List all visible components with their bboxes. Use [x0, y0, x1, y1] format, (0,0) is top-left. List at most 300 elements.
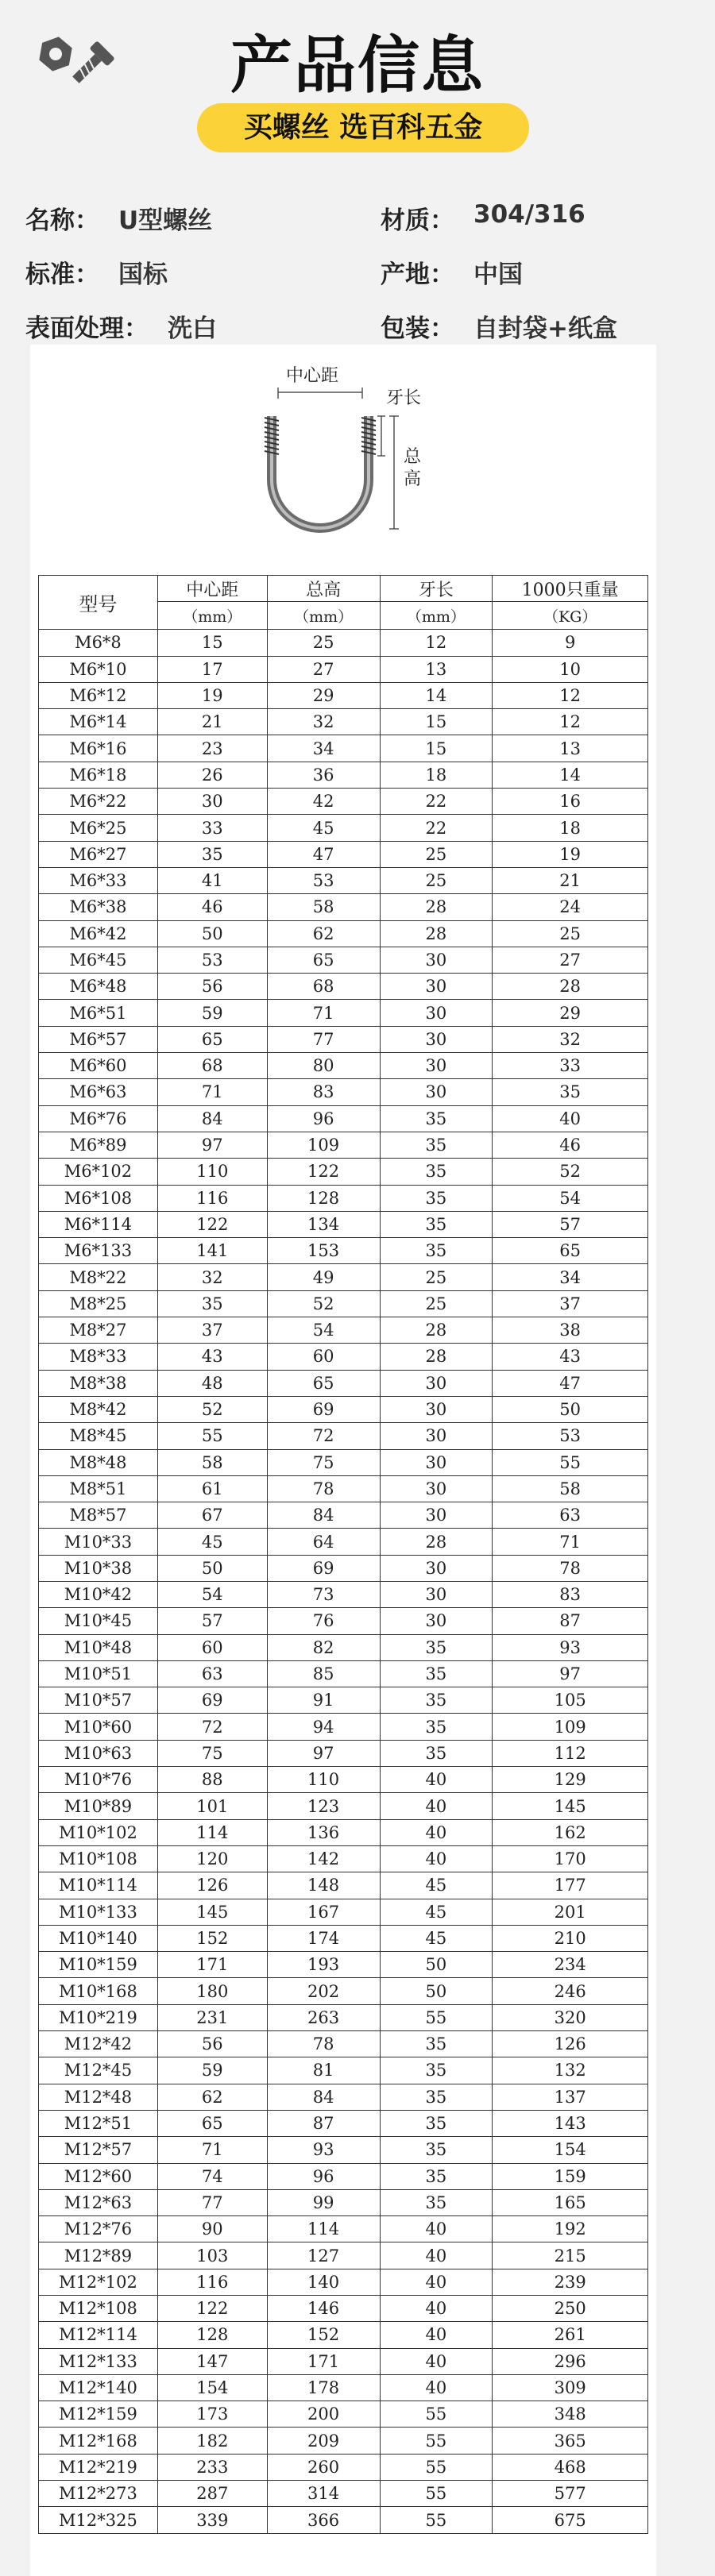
center-cell: 57 — [157, 1608, 267, 1634]
model-cell: M8*57 — [39, 1502, 158, 1529]
height-cell: 127 — [267, 2242, 380, 2269]
table-row — [39, 2269, 648, 2295]
thread-cell: 25 — [380, 1290, 493, 1317]
weight-cell: 170 — [493, 1845, 648, 1872]
model-cell: M6*51 — [39, 1000, 158, 1026]
thread-cell: 28 — [380, 920, 493, 947]
center-distance-label: 中心距 — [286, 366, 339, 386]
height-cell: 54 — [267, 1317, 380, 1344]
height-cell: 193 — [267, 1952, 380, 1978]
model-cell: M10*38 — [39, 1555, 158, 1581]
thread-cell: 40 — [380, 1819, 493, 1845]
model-cell: M12*48 — [39, 2084, 158, 2110]
height-cell: 167 — [267, 1899, 380, 1925]
weight-cell: 250 — [493, 2296, 648, 2322]
table-row — [39, 1634, 648, 1660]
model-cell: M6*8 — [39, 630, 158, 656]
weight-cell: 19 — [493, 841, 648, 867]
height-cell: 142 — [267, 1845, 380, 1872]
thread-length-label: 牙长 — [386, 388, 422, 408]
table-row — [39, 2110, 648, 2136]
table-row — [39, 1502, 648, 1529]
origin-cell — [334, 254, 690, 290]
material-cell — [334, 200, 690, 236]
thread-cell: 40 — [380, 1767, 493, 1793]
thread-cell: 45 — [380, 1925, 493, 1951]
center-cell: 101 — [157, 1793, 267, 1819]
height-cell: 263 — [267, 2004, 380, 2030]
center-cell: 114 — [157, 1819, 267, 1845]
thread-cell: 35 — [380, 2137, 493, 2163]
height-cell: 42 — [267, 789, 380, 815]
thread-cell: 35 — [380, 2031, 493, 2057]
model-cell: M12*108 — [39, 2296, 158, 2322]
spec-table — [38, 575, 648, 2534]
thread-cell: 30 — [380, 947, 493, 973]
weight-cell: 132 — [493, 2057, 648, 2084]
center-cell: 65 — [157, 1026, 267, 1052]
model-cell: M10*140 — [39, 1925, 158, 1951]
height-cell: 81 — [267, 2057, 380, 2084]
center-cell: 50 — [157, 1555, 267, 1581]
height-cell: 69 — [267, 1396, 380, 1422]
thread-cell: 35 — [380, 2189, 493, 2215]
height-cell: 174 — [267, 1925, 380, 1951]
center-cell: 37 — [157, 1317, 267, 1344]
weight-cell: 239 — [493, 2269, 648, 2295]
height-cell: 171 — [267, 2348, 380, 2374]
standard-label: 标准： — [25, 260, 99, 289]
package-value: 自封袋+纸盒 — [473, 314, 617, 343]
model-cell: M12*89 — [39, 2242, 158, 2269]
center-cell: 128 — [157, 2322, 267, 2348]
model-cell: M6*76 — [39, 1105, 158, 1132]
weight-cell: 38 — [493, 1317, 648, 1344]
table-row — [39, 894, 648, 920]
table-row — [39, 2454, 648, 2480]
thread-cell: 55 — [380, 2004, 493, 2030]
thread-cell: 55 — [380, 2454, 493, 2480]
center-cell: 50 — [157, 920, 267, 947]
model-cell: M6*38 — [39, 894, 158, 920]
center-cell: 21 — [157, 709, 267, 735]
model-cell: M10*48 — [39, 1634, 158, 1660]
weight-cell: 177 — [493, 1872, 648, 1899]
unit-weight: （KG） — [493, 602, 648, 630]
height-cell: 96 — [267, 2163, 380, 2189]
model-cell: M8*25 — [39, 1290, 158, 1317]
center-cell: 56 — [157, 2031, 267, 2057]
model-cell: M6*27 — [39, 841, 158, 867]
model-cell: M6*45 — [39, 947, 158, 973]
table-row — [39, 1660, 648, 1687]
name-value: U型螺丝 — [118, 206, 213, 235]
height-cell: 65 — [267, 947, 380, 973]
table-row — [39, 1714, 648, 1740]
info-row — [25, 191, 690, 245]
weight-cell: 348 — [493, 2401, 648, 2428]
center-cell: 116 — [157, 1185, 267, 1211]
total-height-label-2: 高 — [404, 469, 422, 489]
center-cell: 35 — [157, 1290, 267, 1317]
model-cell: M6*102 — [39, 1159, 158, 1185]
thread-cell: 28 — [380, 1344, 493, 1370]
model-cell: M6*89 — [39, 1132, 158, 1158]
table-row — [39, 1344, 648, 1370]
table-row — [39, 1238, 648, 1264]
thread-cell: 25 — [380, 1264, 493, 1290]
height-cell: 152 — [267, 2322, 380, 2348]
weight-cell: 50 — [493, 1396, 648, 1422]
table-row — [39, 1925, 648, 1951]
height-cell: 29 — [267, 682, 380, 708]
center-cell: 43 — [157, 1344, 267, 1370]
height-cell: 27 — [267, 656, 380, 682]
center-cell: 88 — [157, 1767, 267, 1793]
center-cell: 69 — [157, 1687, 267, 1714]
height-cell: 146 — [267, 2296, 380, 2322]
center-cell: 32 — [157, 1264, 267, 1290]
table-row — [39, 2481, 648, 2507]
weight-cell: 13 — [493, 735, 648, 762]
model-cell: M12*102 — [39, 2269, 158, 2295]
thread-cell: 50 — [380, 1952, 493, 1978]
weight-cell: 261 — [493, 2322, 648, 2348]
thread-cell: 30 — [380, 1053, 493, 1079]
center-cell: 180 — [157, 1978, 267, 2004]
model-cell: M12*159 — [39, 2401, 158, 2428]
center-cell: 54 — [157, 1581, 267, 1607]
name-label: 名称： — [25, 206, 99, 235]
model-cell: M6*63 — [39, 1079, 158, 1105]
weight-cell: 296 — [493, 2348, 648, 2374]
height-cell: 148 — [267, 1872, 380, 1899]
model-cell: M8*51 — [39, 1475, 158, 1502]
thread-cell: 25 — [380, 841, 493, 867]
height-cell: 36 — [267, 762, 380, 788]
model-cell: M10*33 — [39, 1529, 158, 1555]
height-cell: 178 — [267, 2374, 380, 2401]
thread-cell: 35 — [380, 1740, 493, 1766]
height-cell: 99 — [267, 2189, 380, 2215]
center-cell: 154 — [157, 2374, 267, 2401]
weight-cell: 16 — [493, 789, 648, 815]
weight-cell: 105 — [493, 1687, 648, 1714]
thread-cell: 35 — [380, 1634, 493, 1660]
model-cell: M6*12 — [39, 682, 158, 708]
header — [0, 0, 715, 151]
weight-cell: 55 — [493, 1449, 648, 1475]
thread-cell: 35 — [380, 1185, 493, 1211]
weight-cell: 27 — [493, 947, 648, 973]
thread-cell: 15 — [380, 709, 493, 735]
weight-cell: 162 — [493, 1819, 648, 1845]
table-row — [39, 2322, 648, 2348]
weight-cell: 215 — [493, 2242, 648, 2269]
center-cell: 41 — [157, 867, 267, 893]
weight-cell: 40 — [493, 1105, 648, 1132]
model-cell: M10*219 — [39, 2004, 158, 2030]
center-cell: 231 — [157, 2004, 267, 2030]
weight-cell: 143 — [493, 2110, 648, 2136]
model-cell: M12*133 — [39, 2348, 158, 2374]
height-cell: 83 — [267, 1079, 380, 1105]
unit-thread: （mm） — [380, 602, 493, 630]
model-cell: M6*114 — [39, 1211, 158, 1237]
info-row — [25, 245, 690, 299]
package-label: 包装： — [381, 314, 454, 343]
height-cell: 71 — [267, 1000, 380, 1026]
weight-cell: 97 — [493, 1660, 648, 1687]
table-row — [39, 2428, 648, 2454]
table-row — [39, 1952, 648, 1978]
weight-cell: 47 — [493, 1370, 648, 1396]
origin-value: 中国 — [473, 260, 523, 289]
center-cell: 339 — [157, 2507, 267, 2533]
center-cell: 46 — [157, 894, 267, 920]
model-cell: M12*45 — [39, 2057, 158, 2084]
weight-cell: 10 — [493, 656, 648, 682]
center-cell: 171 — [157, 1952, 267, 1978]
weight-cell: 12 — [493, 682, 648, 708]
thread-cell: 35 — [380, 2163, 493, 2189]
height-cell: 200 — [267, 2401, 380, 2428]
table-row — [39, 2031, 648, 2057]
height-cell: 62 — [267, 920, 380, 947]
table-row — [39, 1396, 648, 1422]
height-cell: 53 — [267, 867, 380, 893]
center-cell: 141 — [157, 1238, 267, 1264]
table-row — [39, 867, 648, 893]
thread-cell: 35 — [380, 2057, 493, 2084]
table-row — [39, 2137, 648, 2163]
weight-cell: 25 — [493, 920, 648, 947]
model-cell: M6*14 — [39, 709, 158, 735]
table-row — [39, 1978, 648, 2004]
thread-cell: 28 — [380, 894, 493, 920]
height-cell: 153 — [267, 1238, 380, 1264]
height-cell: 93 — [267, 2137, 380, 2163]
thread-cell: 40 — [380, 2242, 493, 2269]
center-cell: 60 — [157, 1634, 267, 1660]
weight-cell: 78 — [493, 1555, 648, 1581]
model-cell: M12*273 — [39, 2481, 158, 2507]
table-row — [39, 1159, 648, 1185]
thread-cell: 55 — [380, 2401, 493, 2428]
height-cell: 84 — [267, 1502, 380, 1529]
thread-cell: 55 — [380, 2507, 493, 2533]
table-row — [39, 1819, 648, 1845]
thread-cell: 28 — [380, 1317, 493, 1344]
height-cell: 72 — [267, 1423, 380, 1449]
unit-height: （mm） — [267, 602, 380, 630]
center-cell: 71 — [157, 2137, 267, 2163]
center-cell: 233 — [157, 2454, 267, 2480]
table-row — [39, 1105, 648, 1132]
center-cell: 63 — [157, 1660, 267, 1687]
height-cell: 84 — [267, 2084, 380, 2110]
thread-cell: 12 — [380, 630, 493, 656]
height-cell: 82 — [267, 1634, 380, 1660]
height-cell: 76 — [267, 1608, 380, 1634]
thread-cell: 35 — [380, 2110, 493, 2136]
center-cell: 173 — [157, 2401, 267, 2428]
model-cell: M6*16 — [39, 735, 158, 762]
height-cell: 25 — [267, 630, 380, 656]
thread-cell: 30 — [380, 974, 493, 1000]
weight-cell: 137 — [493, 2084, 648, 2110]
thread-cell: 40 — [380, 2269, 493, 2295]
thread-cell: 35 — [380, 1159, 493, 1185]
table-row — [39, 841, 648, 867]
height-cell: 32 — [267, 709, 380, 735]
table-row — [39, 1264, 648, 1290]
thread-cell: 13 — [380, 656, 493, 682]
page-title: 产品信息 — [230, 30, 485, 102]
center-cell: 61 — [157, 1475, 267, 1502]
weight-cell: 12 — [493, 709, 648, 735]
table-row — [39, 1449, 648, 1475]
surface-label: 表面处理： — [25, 314, 149, 343]
center-cell: 110 — [157, 1159, 267, 1185]
material-label: 材质： — [381, 206, 454, 235]
weight-cell: 154 — [493, 2137, 648, 2163]
thread-cell: 30 — [380, 1423, 493, 1449]
weight-cell: 87 — [493, 1608, 648, 1634]
weight-cell: 28 — [493, 974, 648, 1000]
table-row — [39, 1290, 648, 1317]
model-cell: M8*38 — [39, 1370, 158, 1396]
table-row — [39, 920, 648, 947]
weight-cell: 54 — [493, 1185, 648, 1211]
weight-cell: 577 — [493, 2481, 648, 2507]
table-row — [39, 2189, 648, 2215]
center-cell: 145 — [157, 1899, 267, 1925]
thread-cell: 40 — [380, 2348, 493, 2374]
weight-cell: 57 — [493, 1211, 648, 1237]
center-cell: 77 — [157, 2189, 267, 2215]
table-row — [39, 1475, 648, 1502]
table-row — [39, 1053, 648, 1079]
table-row — [39, 1026, 648, 1052]
model-cell: M12*60 — [39, 2163, 158, 2189]
model-cell: M12*51 — [39, 2110, 158, 2136]
thread-cell: 35 — [380, 1687, 493, 1714]
surface-cell — [25, 308, 334, 344]
thread-cell: 30 — [380, 1581, 493, 1607]
height-cell: 109 — [267, 1132, 380, 1158]
model-cell: M10*51 — [39, 1660, 158, 1687]
weight-cell: 53 — [493, 1423, 648, 1449]
height-cell: 69 — [267, 1555, 380, 1581]
center-cell: 45 — [157, 1529, 267, 1555]
height-cell: 314 — [267, 2481, 380, 2507]
table-row — [39, 1740, 648, 1766]
table-row — [39, 2401, 648, 2428]
height-cell: 122 — [267, 1159, 380, 1185]
height-cell: 60 — [267, 1344, 380, 1370]
package-cell — [334, 308, 690, 344]
center-cell: 120 — [157, 1845, 267, 1872]
height-cell: 58 — [267, 894, 380, 920]
model-cell: M10*45 — [39, 1608, 158, 1634]
thread-cell: 35 — [380, 1211, 493, 1237]
thread-cell: 55 — [380, 2481, 493, 2507]
height-cell: 47 — [267, 841, 380, 867]
height-cell: 202 — [267, 1978, 380, 2004]
model-cell: M6*57 — [39, 1026, 158, 1052]
header-weight: 1000只重量 — [493, 576, 648, 602]
model-cell: M6*22 — [39, 789, 158, 815]
center-cell: 30 — [157, 789, 267, 815]
center-cell: 48 — [157, 1370, 267, 1396]
table-row — [39, 789, 648, 815]
center-cell: 59 — [157, 1000, 267, 1026]
table-row — [39, 1529, 648, 1555]
center-cell: 97 — [157, 1132, 267, 1158]
center-cell: 122 — [157, 2296, 267, 2322]
model-cell: M10*133 — [39, 1899, 158, 1925]
height-cell: 260 — [267, 2454, 380, 2480]
surface-value: 洗白 — [168, 314, 217, 343]
model-cell: M8*42 — [39, 1396, 158, 1422]
height-cell: 73 — [267, 1581, 380, 1607]
model-cell: M12*219 — [39, 2454, 158, 2480]
weight-cell: 52 — [493, 1159, 648, 1185]
model-cell: M6*48 — [39, 974, 158, 1000]
height-cell: 49 — [267, 1264, 380, 1290]
height-cell: 34 — [267, 735, 380, 762]
weight-cell: 71 — [493, 1529, 648, 1555]
center-cell: 55 — [157, 1423, 267, 1449]
u-bolt-diagram — [261, 353, 451, 559]
table-row — [39, 1899, 648, 1925]
table-row — [39, 1581, 648, 1607]
table-row — [39, 2216, 648, 2242]
table-row — [39, 815, 648, 841]
weight-cell: 234 — [493, 1952, 648, 1978]
center-cell: 122 — [157, 1211, 267, 1237]
model-cell: M10*168 — [39, 1978, 158, 2004]
center-cell: 68 — [157, 1053, 267, 1079]
height-cell: 91 — [267, 1687, 380, 1714]
model-cell: M12*114 — [39, 2322, 158, 2348]
table-row — [39, 947, 648, 973]
product-info — [25, 191, 690, 353]
total-height-label-1: 总 — [404, 447, 422, 467]
weight-cell: 126 — [493, 2031, 648, 2057]
thread-cell: 45 — [380, 1872, 493, 1899]
model-cell: M12*168 — [39, 2428, 158, 2454]
table-row — [39, 1608, 648, 1634]
height-cell: 123 — [267, 1793, 380, 1819]
height-cell: 78 — [267, 2031, 380, 2057]
table-row — [39, 682, 648, 708]
thread-cell: 40 — [380, 2216, 493, 2242]
table-row — [39, 1872, 648, 1899]
center-cell: 147 — [157, 2348, 267, 2374]
weight-cell: 21 — [493, 867, 648, 893]
weight-cell: 201 — [493, 1899, 648, 1925]
weight-cell: 58 — [493, 1475, 648, 1502]
thread-cell: 22 — [380, 815, 493, 841]
table-row — [39, 1370, 648, 1396]
height-cell: 366 — [267, 2507, 380, 2533]
table-row — [39, 2057, 648, 2084]
weight-cell: 18 — [493, 815, 648, 841]
thread-cell: 45 — [380, 1899, 493, 1925]
thread-cell: 15 — [380, 735, 493, 762]
